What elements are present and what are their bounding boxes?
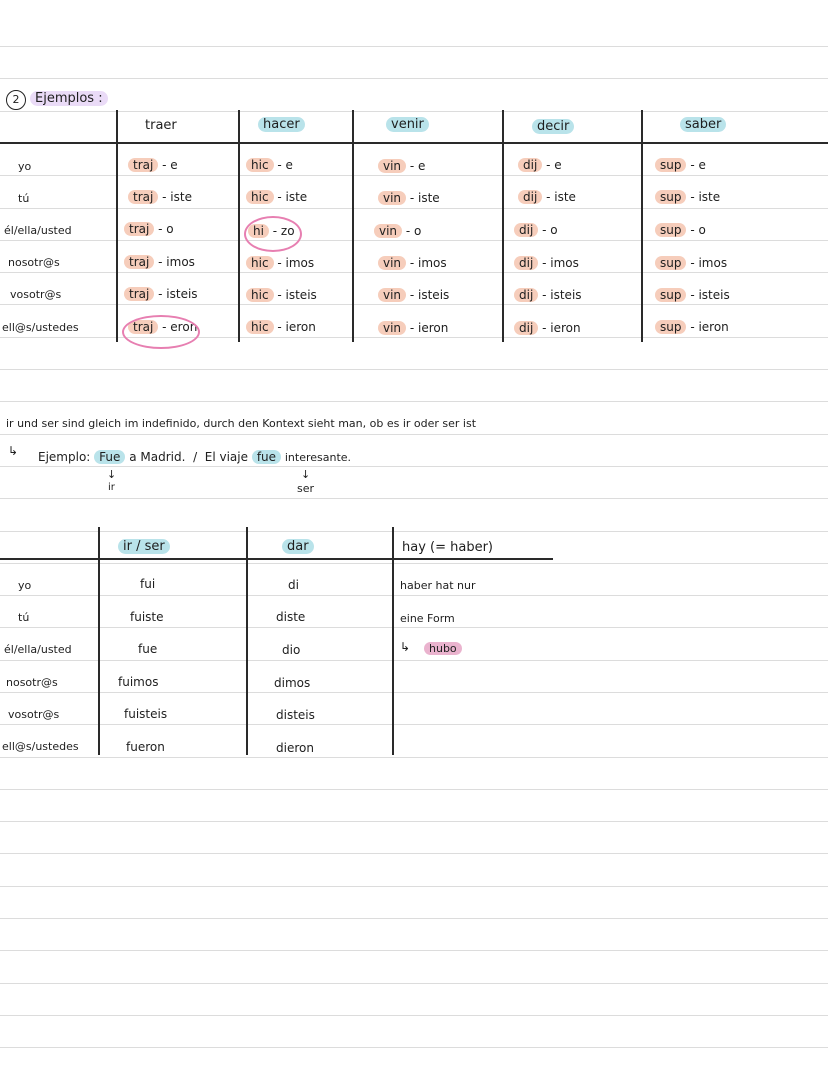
form-venir-vosotros: vin - isteis xyxy=(378,288,449,302)
form-dar-el: dio xyxy=(282,643,301,657)
label-ir: ir xyxy=(108,482,115,493)
ruled-line xyxy=(0,789,828,790)
form-hubo: hubo xyxy=(424,642,462,655)
section-number: 2 xyxy=(6,90,26,110)
pronoun-ellos-ustedes: ell@s/ustedes xyxy=(2,321,79,334)
header-traer: traer xyxy=(145,118,177,133)
arrow-icon: ↳ xyxy=(400,640,411,654)
ruled-line xyxy=(0,983,828,984)
ruled-line xyxy=(0,78,828,79)
down-arrow-icon: ↓ xyxy=(107,468,117,481)
ruled-line xyxy=(0,208,828,209)
pronoun-nosotros: nosotr@s xyxy=(6,676,58,689)
label-ser: ser xyxy=(297,482,315,495)
pronoun-vosotros: vosotr@s xyxy=(8,708,60,721)
form-saber-yo: sup - e xyxy=(655,158,706,172)
ruled-line xyxy=(0,886,828,887)
form-saber-ellos: sup - ieron xyxy=(655,320,729,334)
header-decir: decir xyxy=(532,119,574,134)
header-hay: hay (= haber) xyxy=(402,540,493,555)
ruled-line xyxy=(0,950,828,951)
form-saber-vosotros: sup - isteis xyxy=(655,288,730,302)
ruled-line xyxy=(0,498,828,499)
ruled-line xyxy=(0,304,828,305)
form-decir-tu: dij - iste xyxy=(518,190,576,204)
form-ir-ser-vosotros: fuisteis xyxy=(124,707,168,721)
ruled-line xyxy=(0,757,828,758)
ruled-line xyxy=(0,531,828,532)
pronoun-el-ella-usted: él/ella/usted xyxy=(4,643,72,656)
form-saber-el: sup - o xyxy=(655,223,706,237)
ruled-line xyxy=(0,853,828,854)
header-venir: venir xyxy=(386,117,429,132)
ruled-line xyxy=(0,821,828,822)
ruled-line xyxy=(0,111,828,112)
ruled-line xyxy=(0,466,828,467)
section-title: Ejemplos : xyxy=(30,91,108,106)
form-dar-ellos: dieron xyxy=(276,741,314,755)
form-saber-tu: sup - iste xyxy=(655,190,720,204)
ruled-line xyxy=(0,46,828,47)
table1-divider xyxy=(116,110,118,342)
form-ir-ser-ellos: fueron xyxy=(126,740,165,754)
form-ir-ser-nosotros: fuimos xyxy=(118,675,159,689)
pronoun-yo: yo xyxy=(18,160,32,173)
form-hacer-ellos: hic - ieron xyxy=(246,320,316,334)
form-traer-yo: traj - e xyxy=(128,158,178,172)
ruled-line xyxy=(0,1047,828,1048)
ruled-line xyxy=(0,660,828,661)
arrow-icon: ↳ xyxy=(8,444,19,458)
form-decir-yo: dij - e xyxy=(518,158,562,172)
pronoun-tu: tú xyxy=(18,611,30,624)
form-venir-el: vin - o xyxy=(374,224,421,238)
down-arrow-icon: ↓ xyxy=(301,468,311,481)
pronoun-vosotros: vosotr@s xyxy=(10,288,62,301)
header-dar: dar xyxy=(282,539,314,554)
form-traer-nosotros: traj - imos xyxy=(124,255,195,269)
form-decir-el: dij - o xyxy=(514,223,558,237)
pronoun-ellos-ustedes: ell@s/ustedes xyxy=(2,740,79,753)
header-hacer: hacer xyxy=(258,117,305,132)
table1-header-rule xyxy=(0,142,828,144)
ruled-line xyxy=(0,1015,828,1016)
form-traer-vosotros: traj - isteis xyxy=(124,287,198,301)
form-hacer-el: hi - zo xyxy=(248,224,295,238)
ruled-line xyxy=(0,563,828,564)
haber-note: haber hat nur xyxy=(400,579,476,592)
ruled-line xyxy=(0,595,828,596)
form-dar-tu: diste xyxy=(276,610,306,624)
header-ir-ser: ir / ser xyxy=(118,539,170,554)
ruled-line xyxy=(0,369,828,370)
form-hacer-vosotros: hic - isteis xyxy=(246,288,317,302)
form-dar-vosotros: disteis xyxy=(276,708,315,722)
form-traer-tu: traj - iste xyxy=(128,190,192,204)
form-ir-ser-el: fue xyxy=(138,642,158,656)
header-saber: saber xyxy=(680,117,726,132)
highlight-circle xyxy=(244,216,302,252)
form-decir-ellos: dij - ieron xyxy=(514,321,581,335)
table2-divider xyxy=(392,527,394,755)
table1-divider xyxy=(502,110,504,342)
pronoun-el-ella-usted: él/ella/usted xyxy=(4,224,72,237)
note-text: ir und ser sind gleich im indefinido, durch den Kontext sieht man, ob es ir oder ser ist xyxy=(6,417,477,430)
form-traer-el: traj - o xyxy=(124,222,174,236)
form-hacer-tu: hic - iste xyxy=(246,190,307,204)
ruled-line xyxy=(0,272,828,273)
form-dar-nosotros: dimos xyxy=(274,676,311,690)
ruled-line xyxy=(0,918,828,919)
pronoun-yo: yo xyxy=(18,579,32,592)
form-decir-vosotros: dij - isteis xyxy=(514,288,582,302)
example-fue-ir: Fue xyxy=(94,450,125,464)
ruled-line xyxy=(0,175,828,176)
highlight-circle xyxy=(122,315,200,349)
form-hacer-yo: hic - e xyxy=(246,158,293,172)
form-saber-nosotros: sup - imos xyxy=(655,256,727,270)
ruled-line xyxy=(0,724,828,725)
ruled-line xyxy=(0,692,828,693)
form-venir-nosotros: vin - imos xyxy=(378,256,447,270)
form-hacer-nosotros: hic - imos xyxy=(246,256,314,270)
haber-note: eine Form xyxy=(400,612,455,625)
table1-divider xyxy=(238,110,240,342)
ruled-line xyxy=(0,240,828,241)
ruled-line xyxy=(0,434,828,435)
form-traer-ellos: traj - eron xyxy=(128,320,197,334)
table1-divider xyxy=(352,110,354,342)
form-venir-yo: vin - e xyxy=(378,159,425,173)
pronoun-tu: tú xyxy=(18,192,30,205)
example-fue-ser: fue xyxy=(252,450,281,464)
form-venir-tu: vin - iste xyxy=(378,191,440,205)
form-dar-yo: di xyxy=(288,578,299,592)
table1-divider xyxy=(641,110,643,342)
ruled-line xyxy=(0,401,828,402)
form-ir-ser-yo: fui xyxy=(140,577,156,591)
example-line: Ejemplo: Fue a Madrid. / El viaje fue interesante. xyxy=(38,450,352,464)
table2-header-rule xyxy=(0,558,553,560)
table2-divider xyxy=(246,527,248,755)
form-decir-nosotros: dij - imos xyxy=(514,256,579,270)
ruled-line xyxy=(0,627,828,628)
pronoun-nosotros: nosotr@s xyxy=(8,256,60,269)
table2-divider xyxy=(98,527,100,755)
form-ir-ser-tu: fuiste xyxy=(130,610,164,624)
form-venir-ellos: vin - ieron xyxy=(378,321,448,335)
